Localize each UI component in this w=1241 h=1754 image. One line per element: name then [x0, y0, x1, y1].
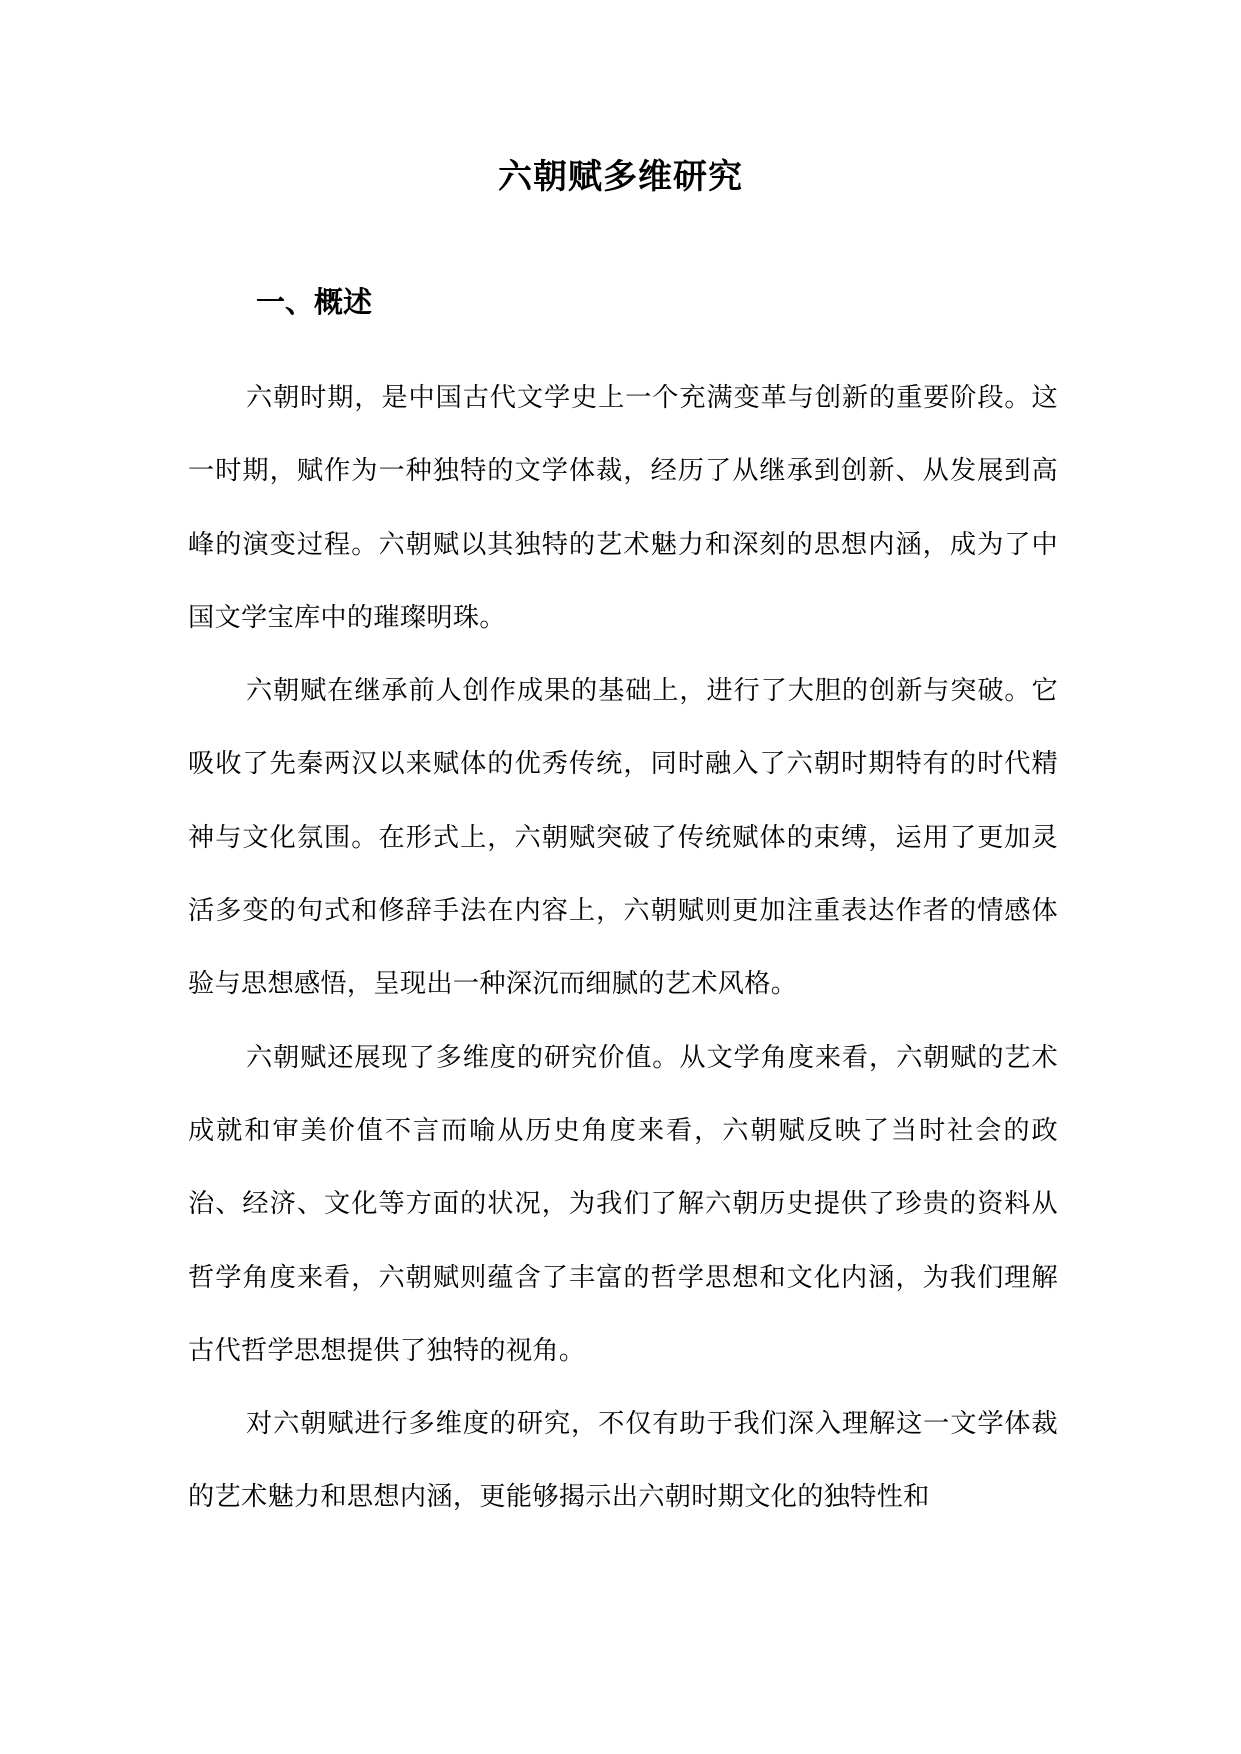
paragraph: 六朝时期，是中国古代文学史上一个充满变革与创新的重要阶段。这一时期，赋作为一种独特的文学体裁，经历了从继承到创新、从发展到高峰的演变过程。六朝赋以其独特的艺术魅力和深刻的思想内涵，成为了中国文学宝库中的璀璨明珠。	[188, 383, 1058, 633]
paragraph: 六朝赋还展现了多维度的研究价值。从文学角度来看，六朝赋的艺术成就和审美价值不言而喻从历史角度来看，六朝赋反映了当时社会的政治、经济、文化等方面的状况，为我们了解六朝历史提供了珍贵的资料从哲学角度来看，六朝赋则蕴含了丰富的哲学思想和文化内涵，为我们理解古代哲学思想提供了独特的视角。	[188, 1042, 1058, 1366]
paragraph: 对六朝赋进行多维度的研究，不仅有助于我们深入理解这一文学体裁的艺术魅力和思想内涵，更能够揭示出六朝时期文化的独特性和	[188, 1409, 1058, 1513]
paragraph: 六朝赋在继承前人创作成果的基础上，进行了大胆的创新与突破。它吸收了先秦两汉以来赋体的优秀传统，同时融入了六朝时期特有的时代精神与文化氛围。在形式上，六朝赋突破了传统赋体的束缚，运用了更加灵活多变的句式和修辞手法在内容上，六朝赋则更加注重表达作者的情感体验与思想感悟，呈现出一种深沉而细腻的艺术风格。	[188, 676, 1058, 1000]
body-text	[188, 362, 1058, 1535]
document-title: 六朝赋多维研究	[498, 157, 743, 197]
section-heading: 一、概述	[256, 285, 373, 319]
